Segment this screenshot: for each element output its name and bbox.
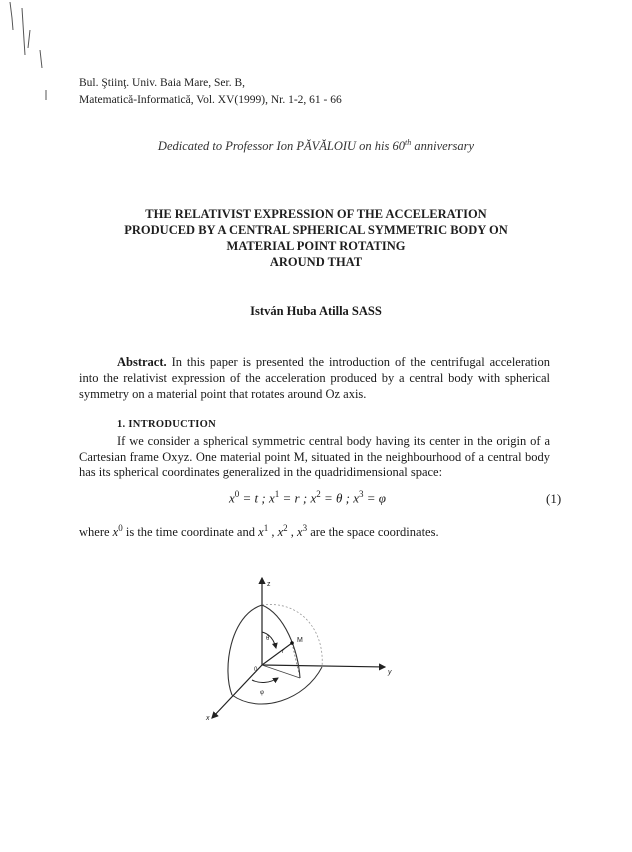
y-axis: [262, 665, 385, 667]
section-heading: 1. INTRODUCTION: [117, 419, 217, 430]
abstract: [79, 354, 550, 402]
where-sentence: [79, 523, 439, 540]
scan-artifact-mark: [0, 0, 60, 120]
eq-value: = φ: [363, 490, 386, 506]
abstract-label: Abstract.: [117, 355, 167, 369]
sphere-back-arc: [262, 604, 322, 667]
where-superscript: 1: [263, 523, 269, 533]
equation-number: (1): [546, 491, 562, 506]
paper-title: [60, 206, 572, 270]
point-m: [290, 641, 294, 645]
where-superscript: 0: [118, 523, 123, 533]
label-phi: φ: [260, 690, 264, 696]
eq-value: = θ ;: [320, 490, 354, 506]
label-y: y: [388, 669, 392, 676]
spherical-coordinates-figure: [200, 570, 410, 735]
journal-line-2: Matematică-Informatică, Vol. XV(1999), Nr. 1-2, 61 - 66: [79, 94, 342, 106]
label-z: z: [267, 581, 271, 588]
journal-citation: [79, 75, 342, 109]
where-text: where: [79, 525, 113, 540]
eq-symbol: x: [310, 490, 317, 506]
equation-1: [229, 489, 386, 506]
where-separator: ,: [287, 525, 297, 540]
eq-superscript: 0: [234, 489, 240, 499]
where-separator: ,: [268, 525, 278, 540]
drop-line: [292, 643, 300, 678]
label-theta: θ: [266, 636, 270, 642]
where-text: is the time coordinate and: [122, 525, 259, 540]
where-symbol: x: [277, 525, 284, 540]
phi-arc: [252, 678, 278, 682]
where-superscript: 2: [283, 523, 288, 533]
eq-value: = t ;: [239, 490, 269, 506]
dedication-suffix: anniversary: [411, 139, 475, 154]
eq-superscript: 2: [316, 489, 321, 499]
projection-line: [262, 665, 300, 678]
where-symbol: x: [297, 525, 303, 540]
intro-paragraph: If we consider a spherical symmetric central body having its center in the origin of a Cartesian frame Oxyz. One material point M, situated in the neighbourhood of a central body has its spherical coordinates generalized in the quadridimensional space:: [79, 434, 550, 479]
dedication: [0, 138, 632, 154]
radius-vector: [262, 643, 292, 665]
eq-value: = r ;: [279, 490, 311, 506]
eq-symbol: x: [353, 490, 360, 506]
journal-line-1: Bul. Ştiinţ. Univ. Baia Mare, Ser. B,: [79, 77, 245, 89]
author-name: István Huba Atilla SASS: [250, 304, 382, 318]
dedication-superscript: th: [405, 138, 412, 147]
label-m: M: [297, 637, 303, 644]
title-line-2: PRODUCED BY A CENTRAL SPHERICAL SYMMETRIC BODY ON: [124, 223, 508, 237]
label-origin: 0: [254, 667, 258, 673]
eq-superscript: 3: [359, 489, 364, 499]
eq-superscript: 1: [274, 489, 280, 499]
eq-symbol: x: [229, 490, 235, 506]
title-line-3: MATERIAL POINT ROTATING: [226, 239, 406, 253]
label-r: r: [282, 649, 284, 655]
dedication-text: Dedicated to Professor Ion PĂVĂLOIU on his 60: [157, 139, 405, 154]
where-superscript: 3: [302, 523, 308, 533]
label-x: x: [206, 715, 210, 722]
title-line-1: THE RELATIVIST EXPRESSION OF THE ACCELERATION: [145, 207, 487, 221]
sphere-equator: [232, 667, 322, 704]
title-line-4: AROUND THAT: [269, 255, 363, 269]
where-text: are the space coordinates.: [307, 525, 439, 540]
eq-symbol: x: [269, 490, 275, 506]
where-symbol: x: [112, 525, 119, 540]
abstract-text: In this paper is presented the introduction of the centrifugal acceleration into the relativist expression of the acceleration produced by a central body with spherical symmetry on a material point that rotates around Oz axis.: [79, 355, 550, 401]
where-symbol: x: [258, 525, 264, 540]
